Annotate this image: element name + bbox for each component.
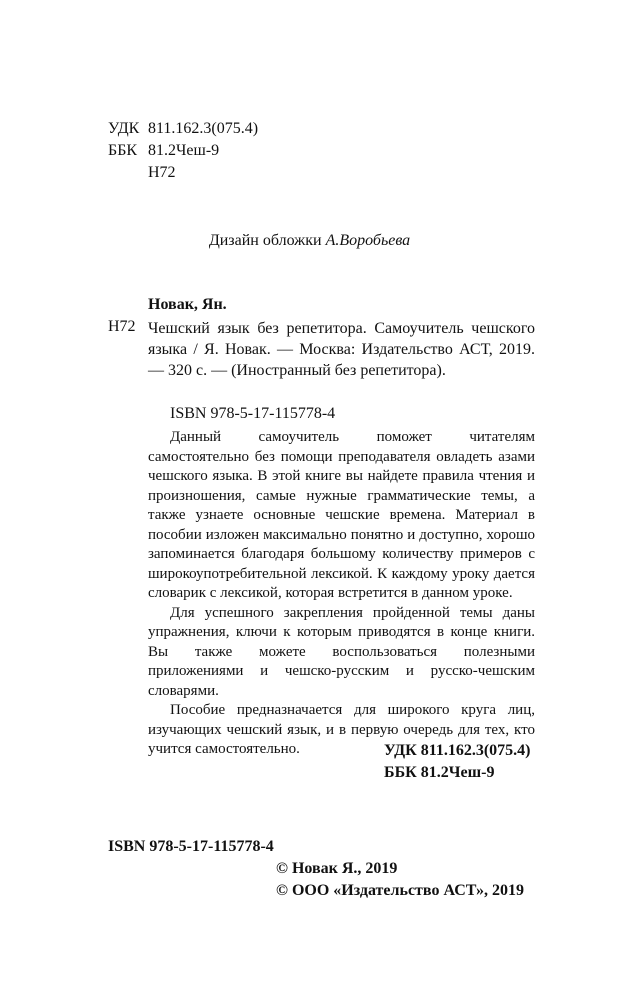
footer-isbn: ISBN 978-5-17-115778-4 [108, 838, 274, 855]
annotation [148, 428, 535, 760]
bottom-udk: УДК 811.162.3(075.4) [384, 742, 531, 759]
bibliographic-description: Чешский язык без репетитора. Самоучитель чешского языка / Я. Новак. — Москва: Издательство АСТ, 2019. — 320 с. — (Иностранный без репетитора). [148, 320, 535, 379]
cover-design-label: Дизайн обложки [208, 232, 322, 249]
bbk-label: ББК [108, 142, 138, 159]
catalog-author-sign: Н72 [108, 318, 136, 335]
cover-design-credit [0, 232, 619, 250]
bottom-classification-codes [384, 740, 531, 784]
copyright-author: © Новак Я., 2019 [276, 860, 398, 877]
author-sign-line [108, 162, 258, 184]
annotation-paragraph: Данный самоучитель поможет читателям самостоятельно без помощи преподавателя овладеть азами чешского языка. В этой книге вы найдете правила чтения и произношения, самые нужные грамматические темы, а также узнаете основные чешские времена. Материал в пособии изложен максимально понятно и доступно, хорошо запоминается благодаря большому количеству примеров с широкоупотребительной лексикой. К каждому уроку дается словарик с лексикой, которая встретится в данном уроке. [148, 429, 535, 601]
copyright-block [276, 858, 524, 902]
copyright-publisher: © ООО «Издательство АСТ», 2019 [276, 882, 525, 899]
bottom-bbk: ББК 81.2Чеш-9 [384, 764, 495, 781]
udk-line [108, 118, 258, 140]
cover-designer-name: А.Воробьева [325, 232, 411, 249]
bbk-value: 81.2Чеш-9 [148, 142, 220, 159]
author-sign-top: Н72 [148, 164, 176, 181]
annotation-paragraph: Пособие предназначается для широкого круга лиц, изучающих чешский язык, и в первую очередь для тех, кто учится самостоятельно. [148, 702, 535, 757]
classification-block [108, 118, 258, 184]
udk-label: УДК [108, 120, 140, 137]
catalog-isbn: ISBN 978-5-17-115778-4 [170, 405, 336, 422]
bbk-line [108, 140, 258, 162]
udk-value: 811.162.3(075.4) [148, 120, 259, 137]
catalog-author: Новак, Ян. [148, 296, 227, 313]
annotation-paragraph: Для успешного закрепления пройденной темы даны упражнения, ключи к которым приводятся в конце книги. Вы также можете воспользоваться полезными приложениями и чешско-русским и русско-чешским словарями. [148, 604, 535, 699]
